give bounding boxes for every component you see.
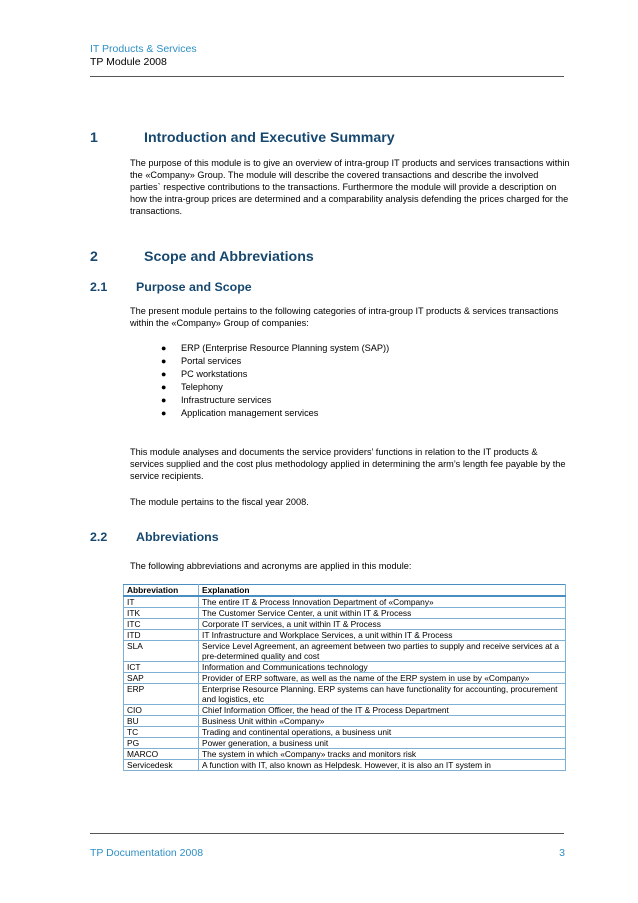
table-row [124, 684, 566, 705]
abbreviation-cell: ITK [124, 608, 199, 619]
section-2-1-analysis: This module analyses and documents the service providers’ functions in relation to the IT products & services supplied and the cost plus methodology applied in determining the arm’s length fee payable by the service recipients. [130, 447, 566, 482]
section-number: 2 [90, 249, 98, 265]
list-item-label: Telephony [181, 382, 223, 392]
section-2-1-fiscal-year: The module pertains to the fiscal year 2008. [130, 497, 309, 507]
explanation-cell: The entire IT & Process Innovation Department of «Company» [199, 596, 566, 608]
section-number: 2.2 [90, 530, 108, 544]
table-row [124, 596, 566, 608]
section-1-paragraph: The purpose of this module is to give an overview of intra-group IT products and services transactions within the «Company» Group. The module will describe the covered transactions and describe the involved parties` respective contributions to the transactions. Furthermore the module will provide a description on how the intra-group prices are determined and a comparability analysis defending the prices charged for the transactions. [130, 158, 570, 217]
column-header: Abbreviation [124, 585, 199, 597]
table-row [124, 619, 566, 630]
list-item-label: PC workstations [181, 369, 248, 379]
abbreviation-cell: CIO [124, 705, 199, 716]
section-number: 2.1 [90, 280, 108, 294]
section-2-1-intro: The present module pertains to the following categories of intra-group IT products & services transactions within the «Company» Group of companies: [130, 306, 559, 329]
table-row [124, 705, 566, 716]
header-divider [90, 76, 564, 77]
column-header: Explanation [199, 585, 566, 597]
abbreviation-cell: SAP [124, 673, 199, 684]
section-title: Scope and Abbreviations [144, 249, 314, 265]
list-item [158, 381, 518, 394]
header-subtitle: TP Module 2008 [90, 56, 167, 68]
list-item-label: Application management services [181, 408, 319, 418]
table-header-row [124, 585, 566, 597]
explanation-cell: Corporate IT services, a unit within IT & Process [199, 619, 566, 630]
table-row [124, 641, 566, 662]
table-row [124, 662, 566, 673]
abbreviation-cell: ERP [124, 684, 199, 705]
category-list [158, 342, 518, 420]
section-number: 1 [90, 130, 98, 146]
explanation-cell: Chief Information Officer, the head of the IT & Process Department [199, 705, 566, 716]
abbreviations-table [123, 584, 566, 771]
section-title: Introduction and Executive Summary [144, 130, 395, 146]
explanation-cell: Trading and continental operations, a business unit [199, 727, 566, 738]
table-row [124, 760, 566, 771]
list-item-label: Portal services [181, 356, 242, 366]
abbreviation-cell: IT [124, 596, 199, 608]
abbreviation-cell: Servicedesk [124, 760, 199, 771]
table-row [124, 630, 566, 641]
section-title: Purpose and Scope [136, 280, 252, 294]
footer-divider [90, 833, 564, 834]
abbreviation-cell: MARCO [124, 749, 199, 760]
list-item [158, 407, 518, 420]
list-item [158, 368, 518, 381]
explanation-cell: Provider of ERP software, as well as the name of the ERP system in use by «Company» [199, 673, 566, 684]
bullet-icon: ● [161, 382, 167, 392]
list-item [158, 394, 518, 407]
explanation-cell: Information and Communications technology [199, 662, 566, 673]
page-number: 3 [559, 847, 565, 859]
table-row [124, 738, 566, 749]
footer-title: TP Documentation 2008 [90, 847, 204, 859]
list-item [158, 342, 518, 355]
list-item [158, 355, 518, 368]
abbreviation-cell: SLA [124, 641, 199, 662]
explanation-cell: IT Infrastructure and Workplace Services, a unit within IT & Process [199, 630, 566, 641]
table-row [124, 673, 566, 684]
table-row [124, 716, 566, 727]
bullet-icon: ● [161, 369, 167, 379]
abbreviation-cell: ITC [124, 619, 199, 630]
explanation-cell: Service Level Agreement, an agreement between two parties to supply and receive services at a pre-determined quality and cost [199, 641, 566, 662]
explanation-cell: The system in which «Company» tracks and monitors risk [199, 749, 566, 760]
explanation-cell: The Customer Service Center, a unit within IT & Process [199, 608, 566, 619]
header-title: IT Products & Services [90, 43, 197, 55]
explanation-cell: Power generation, a business unit [199, 738, 566, 749]
abbreviation-cell: BU [124, 716, 199, 727]
page-header [90, 43, 563, 69]
bullet-icon: ● [161, 343, 167, 353]
list-item-label: ERP (Enterprise Resource Planning system (SAP)) [181, 343, 390, 353]
bullet-icon: ● [161, 356, 167, 366]
bullet-icon: ● [161, 408, 167, 418]
table-row [124, 727, 566, 738]
abbreviation-cell: TC [124, 727, 199, 738]
abbreviation-cell: ITD [124, 630, 199, 641]
abbreviation-cell: ICT [124, 662, 199, 673]
table-row [124, 608, 566, 619]
bullet-icon: ● [161, 395, 167, 405]
explanation-cell: Enterprise Resource Planning. ERP systems can have functionality for accounting, procurement and logistics, etc [199, 684, 566, 705]
abbreviation-cell: PG [124, 738, 199, 749]
table-row [124, 749, 566, 760]
explanation-cell: Business Unit within «Company» [199, 716, 566, 727]
section-2-2-intro: The following abbreviations and acronyms are applied in this module: [130, 561, 412, 571]
list-item-label: Infrastructure services [181, 395, 272, 405]
explanation-cell: A function with IT, also known as Helpdesk. However, it is also an IT system in [199, 760, 566, 771]
section-title: Abbreviations [136, 530, 219, 544]
